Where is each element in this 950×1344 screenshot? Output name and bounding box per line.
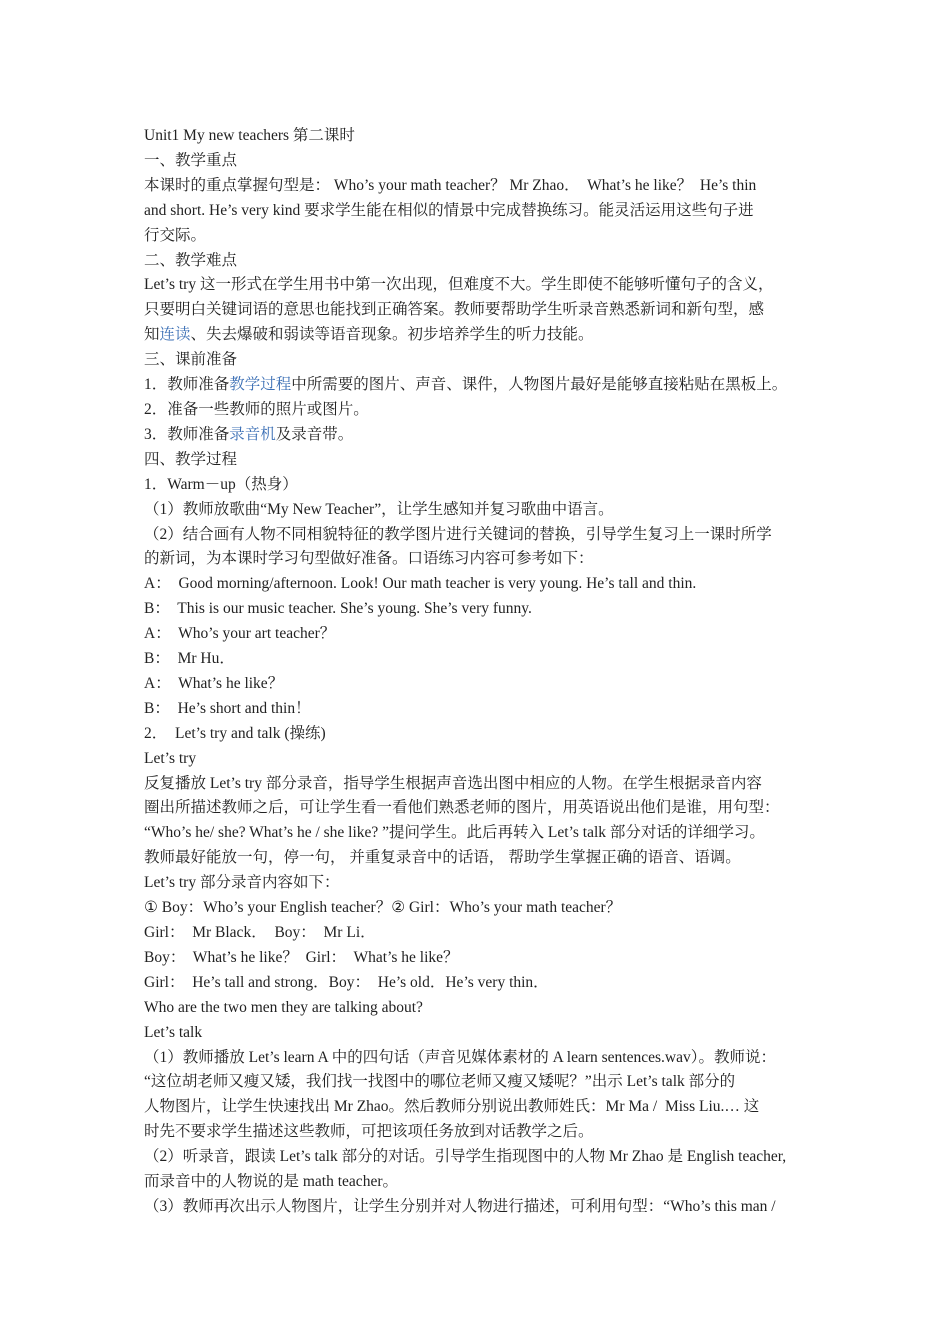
paragraph-line — [144, 323, 824, 348]
link-liandu[interactable]: 连读 — [159, 326, 191, 344]
paragraph-line: 而录音中的人物说的是 math teacher。 — [144, 1173, 398, 1191]
paragraph-line: “Who’s he/ she? What’s he / she like? ”提问学生。此后再转入 Let’s talk 部分对话的详细学习。 — [144, 824, 765, 842]
text-segment: 中所需要的图片、声音、课件，人物图片最好是能够直接粘贴在黑板上。 — [291, 376, 788, 394]
paragraph-line: 行交际。 — [144, 226, 207, 244]
section-heading-process: 四、教学过程 — [144, 450, 238, 468]
dialogue-line: B： He’s short and thin！ — [144, 699, 311, 717]
paragraph-line: 的新词，为本课时学习句型做好准备。口语练习内容可参考如下： — [144, 550, 594, 568]
paragraph-line: and short. He’s very kind 要求学生能在相似的情景中完成替换练习。能灵活运用这些句子进 — [144, 201, 754, 219]
paragraph-line: （3）教师再次出示人物图片，让学生分别并对人物进行描述，可利用句型：“Who’s this man / — [144, 1197, 776, 1215]
paragraph-line: （2）结合画有人物不同相貌特征的教学图片进行关键词的替换，引导学生复习上一课时所学 — [144, 525, 772, 543]
paragraph-line: （2）听录音，跟读 Let’s talk 部分的对话。引导学生指现图中的人物 Mr Zhao 是 English teacher, — [144, 1148, 787, 1166]
subheading-try-and-talk: 2． Let’s try and talk (操练) — [144, 724, 326, 742]
dialogue-line: A： Good morning/afternoon. Look! Our math teacher is very young. He’s tall and thin. — [144, 575, 697, 593]
subheading-lets-talk: Let’s talk — [144, 1023, 203, 1041]
dialogue-line: Girl： He’s tall and strong．Boy： He’s old．He’s very thin． — [144, 973, 549, 991]
dialogue-line: A： What’s he like？ — [144, 674, 284, 692]
text-segment: 知 — [144, 326, 160, 344]
subheading-warmup: 1．Warm－up（热身） — [144, 475, 298, 493]
dialogue-line: Boy： What’s he like？ Girl： What’s he like？ — [144, 948, 459, 966]
paragraph-line: Let’s try 这一形式在学生用书中第一次出现，但难度不大。学生即使不能够听懂句子的含义， — [144, 276, 774, 294]
document-body — [144, 124, 824, 1220]
dialogue-line: A： Who’s your art teacher？ — [144, 625, 336, 643]
text-segment: 1．教师准备 — [144, 376, 230, 394]
paragraph-line: 只要明白关键词语的意思也能找到正确答案。教师要帮助学生听录音熟悉新词和新句型，感 — [144, 301, 765, 319]
section-heading-preparation: 三、课前准备 — [144, 351, 238, 369]
subheading-lets-try: Let’s try — [144, 749, 197, 767]
link-tape-recorder[interactable]: 录音机 — [229, 425, 276, 443]
paragraph-line: （1）教师放歌曲“My New Teacher”，让学生感知并复习歌曲中语言。 — [144, 500, 614, 518]
document-title: Unit1 My new teachers 第二课时 — [144, 127, 355, 144]
list-item — [144, 423, 824, 448]
paragraph-line: “这位胡老师又瘦又矮，我们找一找图中的哪位老师又瘦又矮呢？”出示 Let’s talk 部分的 — [144, 1073, 736, 1091]
section-heading-teaching-focus: 一、教学重点 — [144, 151, 238, 169]
dialogue-line: ① Boy：Who’s your English teacher？② Girl：Who’s your math teacher？ — [144, 899, 622, 917]
dialogue-line: Girl： Mr Black． Boy： Mr Li． — [144, 924, 376, 941]
list-item: 2．准备一些教师的照片或图片。 — [144, 400, 369, 418]
paragraph-line: 教师最好能放一句，停一句， 并重复录音中的话语， 帮助学生掌握正确的语音、语调。 — [144, 849, 741, 867]
paragraph-line: Who are the two men they are talking about? — [144, 998, 423, 1016]
text-segment: 、失去爆破和弱读等语音现象。初步培养学生的听力技能。 — [190, 326, 594, 344]
paragraph-line: 圈出所描述教师之后，可让学生看一看他们熟悉老师的图片，用英语说出他们是谁，用句型： — [144, 799, 780, 817]
dialogue-line: B： Mr Hu． — [144, 650, 235, 668]
list-item — [144, 373, 824, 398]
paragraph-line: 时先不要求学生描述这些教师，可把该项任务放到对话教学之后。 — [144, 1123, 594, 1141]
paragraph-line: Let’s try 部分录音内容如下： — [144, 874, 340, 892]
paragraph-line: 本课时的重点掌握句型是： Who’s your math teacher？ Mr Zhao． What’s he like？ He’s thin — [144, 176, 757, 194]
paragraph-line: 反复播放 Let’s try 部分录音，指导学生根据声音选出图中相应的人物。在学生根据录音内容 — [144, 774, 762, 792]
section-heading-difficulty: 二、教学难点 — [144, 251, 238, 269]
paragraph-line: （1）教师播放 Let’s learn A 中的四句话（声音见媒体素材的 A learn sentences.wav）。教师说： — [144, 1048, 776, 1066]
link-teaching-process[interactable]: 教学过程 — [229, 376, 292, 394]
paragraph-line: 人物图片，让学生快速找出 Mr Zhao。然后教师分别说出教师姓氏：Mr Ma / Miss Liu.… 这 — [144, 1098, 760, 1116]
text-segment: 3．教师准备 — [144, 425, 230, 443]
dialogue-line: B： This is our music teacher. She’s young. She’s very funny. — [144, 600, 532, 618]
text-segment: 及录音带。 — [275, 425, 354, 443]
